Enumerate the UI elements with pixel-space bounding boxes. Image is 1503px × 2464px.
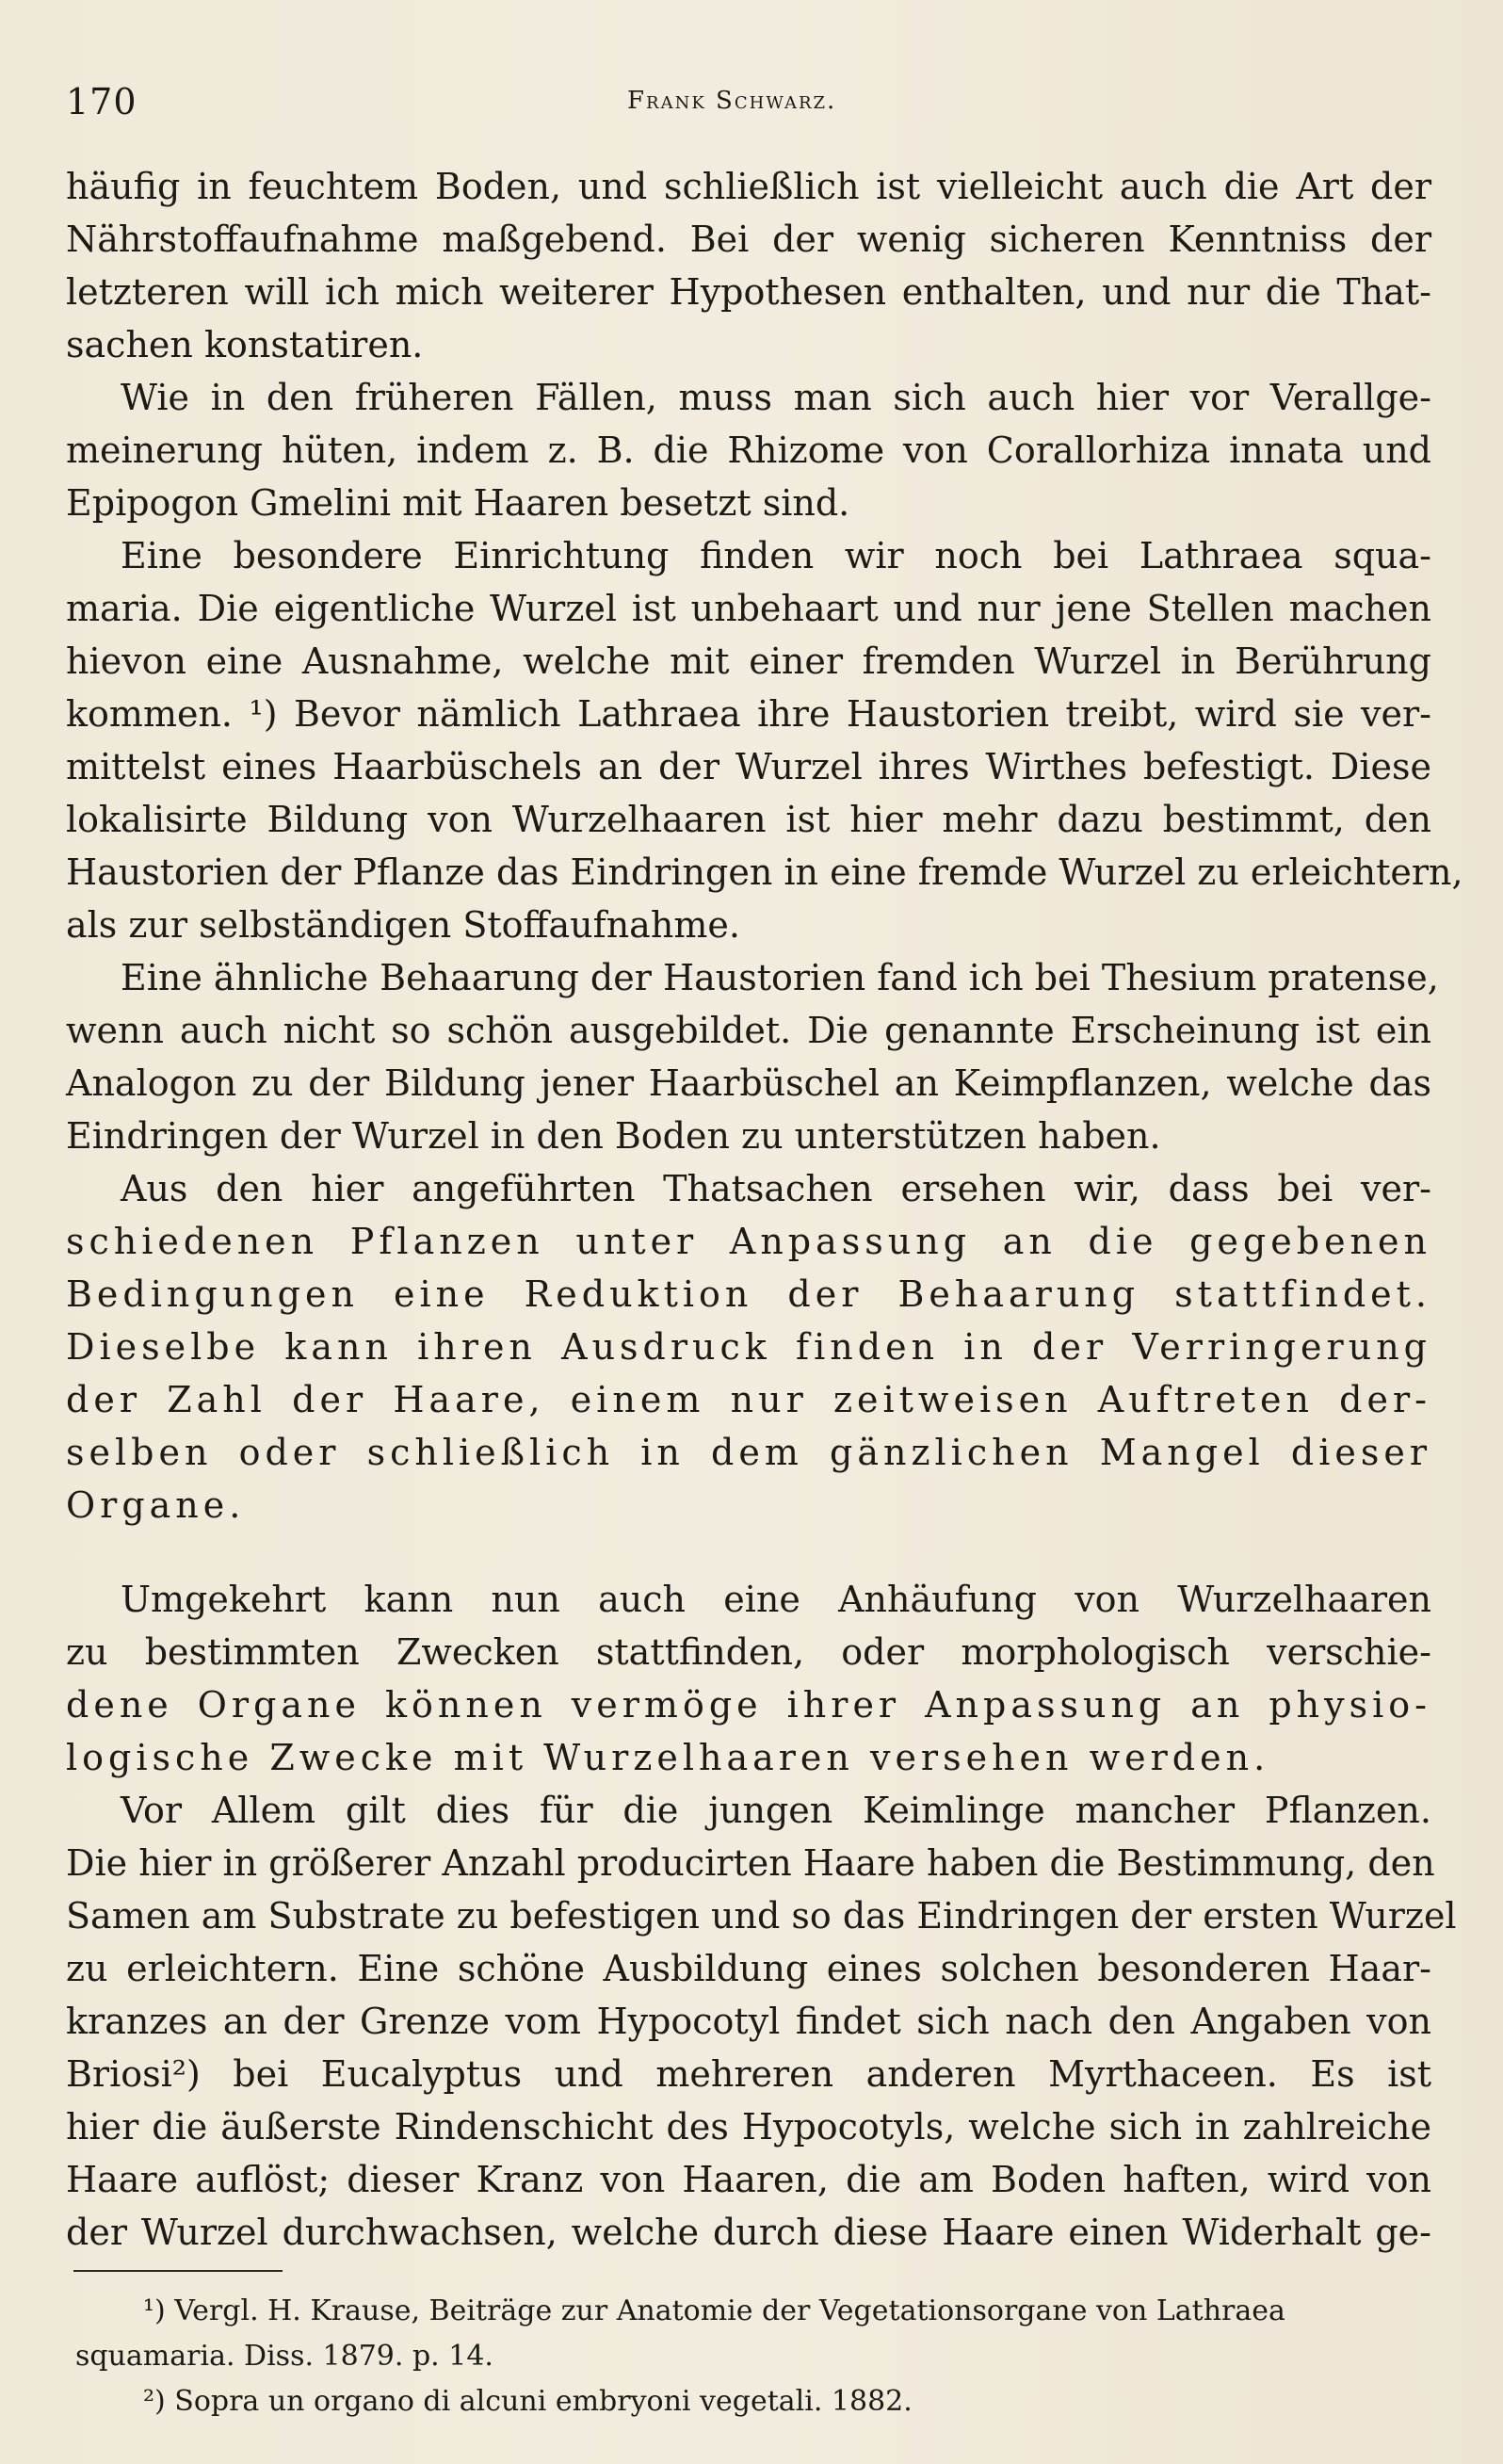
footnote-divider: [73, 2270, 283, 2272]
text-line: kommen. ¹) Bevor nämlich Lathraea ihre Haustorien treibt, wird sie ver-: [66, 693, 1431, 735]
text-line: lokalisirte Bildung von Wurzelhaaren ist hier mehr dazu bestimmt, den: [66, 799, 1431, 840]
footnote-1-continuation: squamaria. Diss. 1879. p. 14.: [75, 2340, 493, 2373]
page-header: [66, 81, 1431, 128]
text-line: wenn auch nicht so schön ausgebildet. Die genannte Erscheinung ist ein: [66, 1010, 1431, 1051]
text-line: Epipogon Gmelini mit Haaren besetzt sind.: [66, 482, 850, 524]
text-line: Die hier in größerer Anzahl producirten Haare haben die Bestimmung, den: [66, 1842, 1435, 1884]
footnote-2: ²) Sopra un organo di alcuni embryoni vegetali. 1882.: [143, 2385, 913, 2418]
text-line: Briosi²) bei Eucalyptus und mehreren anderen Myrthaceen. Es ist: [66, 2053, 1431, 2095]
text-line: Haustorien der Pflanze das Eindringen in eine fremde Wurzel zu erleichtern,: [66, 851, 1463, 893]
text-line: Haare auflöst; dieser Kranz von Haaren, die am Boden haften, wird von: [66, 2159, 1431, 2200]
text-line: der Zahl der Haare, einem nur zeitweisen Auftreten der-: [66, 1379, 1431, 1420]
text-line: Eindringen der Wurzel in den Boden zu unterstützen haben.: [66, 1115, 1161, 1157]
page-number: 170: [66, 81, 137, 122]
text-line: hier die äußerste Rindenschicht des Hypocotyls, welche sich in zahlreiche: [66, 2106, 1431, 2148]
text-line: Eine ähnliche Behaarung der Haustorien fand ich bei Thesium pratense,: [121, 957, 1439, 998]
text-line: maria. Die eigentliche Wurzel ist unbehaart und nur jene Stellen machen: [66, 588, 1431, 629]
text-line: Analogon zu der Bildung jener Haarbüschel an Keimpflanzen, welche das: [66, 1062, 1431, 1104]
text-line: Aus den hier angeführten Thatsachen ersehen wir, dass bei ver-: [121, 1168, 1431, 1209]
text-line: Nährstoffaufnahme maßgebend. Bei der wenig sicheren Kenntniss der: [66, 219, 1431, 260]
text-line: Organe.: [66, 1484, 246, 1526]
text-line: logische Zwecke mit Wurzelhaaren versehen werden.: [66, 1737, 1270, 1778]
text-line: selben oder schließlich in dem gänzlichen Mangel dieser: [66, 1432, 1431, 1473]
text-line: als zur selbständigen Stoffaufnahme.: [66, 904, 740, 946]
text-line: meinerung hüten, indem z. B. die Rhizome von Corallorhiza innata und: [66, 430, 1431, 471]
text-line: häufig in feuchtem Boden, und schließlich ist vielleicht auch die Art der: [66, 166, 1431, 207]
text-line: schiedenen Pflanzen unter Anpassung an die gegebenen: [66, 1221, 1431, 1262]
text-line: Wie in den früheren Fällen, muss man sich auch hier vor Verallge-: [121, 377, 1431, 418]
text-line: kranzes an der Grenze vom Hypocotyl findet sich nach den Angaben von: [66, 2001, 1431, 2042]
text-line: sachen konstatiren.: [66, 324, 424, 365]
text-line: Bedingungen eine Reduktion der Behaarung stattfindet.: [66, 1273, 1431, 1315]
footnotes: [75, 2289, 1431, 2424]
text-line: Samen am Substrate zu befestigen und so das Eindringen der ersten Wurzel: [66, 1895, 1457, 1937]
text-line: Umgekehrt kann nun auch eine Anhäufung von Wurzelhaaren: [121, 1579, 1431, 1620]
text-line: Vor Allem gilt dies für die jungen Keimlinge mancher Pflanzen.: [121, 1790, 1431, 1831]
running-head: Frank Schwarz.: [627, 87, 837, 115]
text-line: mittelst eines Haarbüschels an der Wurzel ihres Wirthes befestigt. Diese: [66, 746, 1431, 787]
text-line: zu erleichtern. Eine schöne Ausbildung eines solchen besonderen Haar-: [66, 1948, 1431, 1989]
text-line: dene Organe können vermöge ihrer Anpassung an physio-: [66, 1684, 1431, 1726]
footnote-1: ¹) Vergl. H. Krause, Beiträge zur Anatomie der Vegetationsorgane von Lathraea: [143, 2294, 1285, 2327]
text-line: zu bestimmten Zwecken stattfinden, oder morphologisch verschie-: [66, 1631, 1431, 1673]
body-text: [66, 160, 1463, 2259]
text-line: Dieselbe kann ihren Ausdruck finden in der Verringerung: [66, 1326, 1431, 1368]
text-line: Eine besondere Einrichtung finden wir noch bei Lathraea squa-: [121, 535, 1431, 576]
text-line: hievon eine Ausnahme, welche mit einer fremden Wurzel in Berührung: [66, 640, 1431, 682]
paragraph-gap: [66, 1532, 1431, 1573]
text-line: letzteren will ich mich weiterer Hypothesen enthalten, und nur die That-: [66, 271, 1431, 313]
text-line: der Wurzel durchwachsen, welche durch diese Haare einen Widerhalt ge-: [66, 2212, 1431, 2253]
